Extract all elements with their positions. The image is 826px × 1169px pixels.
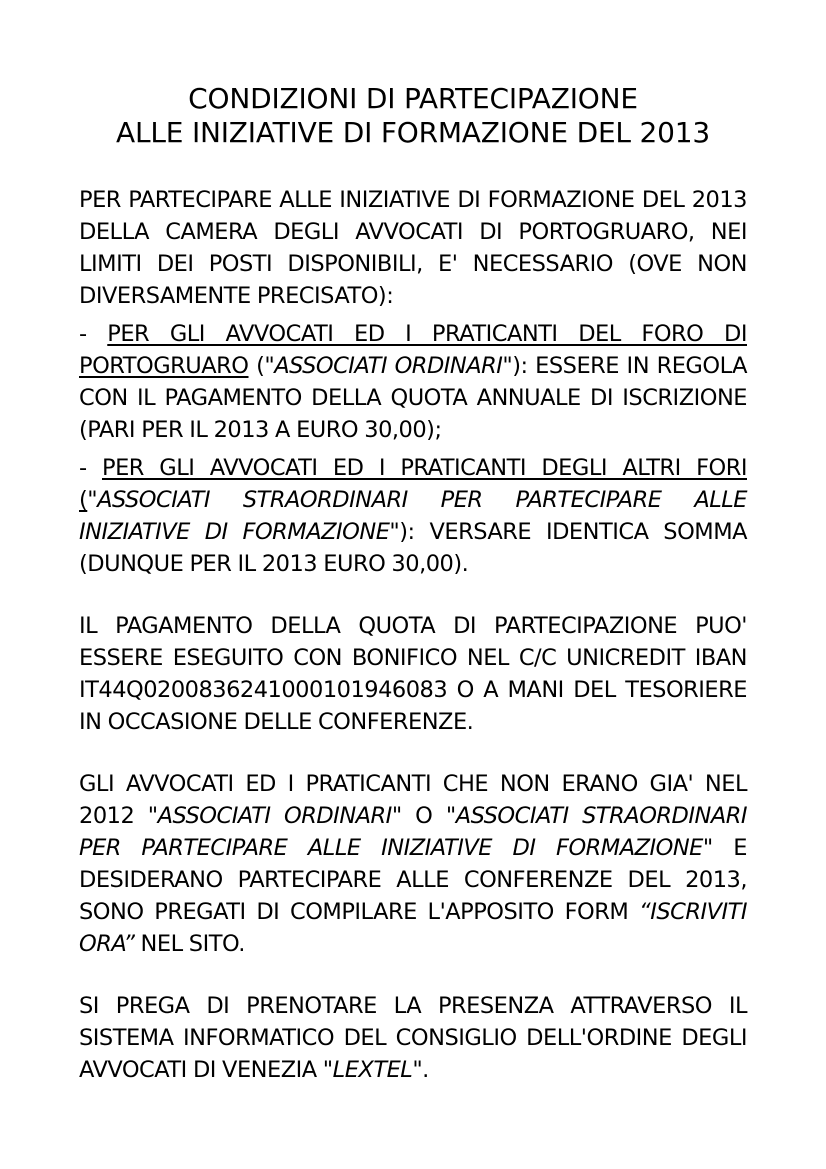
item-underlined-text: PER GLI AVVOCATI ED I PRATICANTI DEL FORO DI PORTOGRUARO: [79, 321, 747, 379]
document-body: [79, 184, 747, 1086]
italic-term: ASSOCIATI ORDINARI: [274, 353, 503, 379]
title-line-1: CONDIZIONI DI PARTECIPAZIONE: [188, 82, 638, 115]
page-title: [79, 82, 747, 150]
title-line-2: ALLE INIZIATIVE DI FORMAZIONE DEL 2013: [116, 116, 710, 149]
italic-term: ASSOCIATI ORDINARI: [157, 803, 392, 829]
condition-item-local-bar: - PER GLI AVVOCATI ED I PRATICANTI DEL FORO DI PORTOGRUARO ("ASSOCIATI ORDINARI"): ESSERE IN REGOLA CON IL PAGAMENTO DELLA QUOTA ANNUALE DI ISCRIZIONE (PARI PER IL 2013 A EURO 30,00);: [79, 321, 748, 443]
item-dash: -: [79, 455, 102, 481]
italic-term: ASSOCIATI STRAORDINARI PER PARTECIPARE ALLE INIZIATIVE DI FORMAZIONE: [79, 803, 747, 861]
item-underlined-text: PER GLI AVVOCATI ED I PRATICANTI DEGLI ALTRI FORI (: [79, 455, 747, 513]
payment-paragraph: IL PAGAMENTO DELLA QUOTA DI PARTECIPAZIONE PUO' ESSERE ESEGUITO CON BONIFICO NEL C/C UNICREDIT IBAN IT44Q0200836241000101946083 O A MANI DEL TESORIERE IN OCCASIONE DELLE CONFERENZE.: [79, 613, 747, 735]
intro-paragraph: PER PARTECIPARE ALLE INIZIATIVE DI FORMAZIONE DEL 2013 DELLA CAMERA DEGLI AVVOCATI DI PORTOGRUARO, NEI LIMITI DEI POSTI DISPONIBILI, E' NECESSARIO (OVE NON DIVERSAMENTE PRECISATO):: [79, 187, 747, 309]
condition-item-other-bars: - PER GLI AVVOCATI ED I PRATICANTI DEGLI ALTRI FORI ("ASSOCIATI STRAORDINARI PER PARTECIPARE ALLE INIZIATIVE DI FORMAZIONE"): VERSARE IDENTICA SOMMA (DUNQUE PER IL 2013 EURO 30,00).: [79, 455, 747, 577]
italic-term: ASSOCIATI STRAORDINARI PER PARTECIPARE ALLE INIZIATIVE DI FORMAZIONE: [79, 487, 747, 545]
booking-paragraph: SI PREGA DI PRENOTARE LA PRESENZA ATTRAVERSO IL SISTEMA INFORMATICO DEL CONSIGLIO DELL'ORDINE DEGLI AVVOCATI DI VENEZIA "LEXTEL".: [79, 993, 747, 1083]
system-name: LEXTEL: [332, 1057, 413, 1083]
item-dash: -: [79, 321, 108, 347]
new-members-paragraph: GLI AVVOCATI ED I PRATICANTI CHE NON ERANO GIA' NEL 2012 "ASSOCIATI ORDINARI" O "ASSOCIATI STRAORDINARI PER PARTECIPARE ALLE INIZIATIVE DI FORMAZIONE" E DESIDERANO PARTECIPARE ALLE CONFERENZE DEL 2013, SONO PREGATI DI COMPILARE L'APPOSITO FORM “ISCRIVITI ORA” NEL SITO.: [79, 771, 747, 957]
form-name: “ISCRIVITI ORA”: [79, 899, 747, 957]
document-page: [79, 82, 747, 1086]
